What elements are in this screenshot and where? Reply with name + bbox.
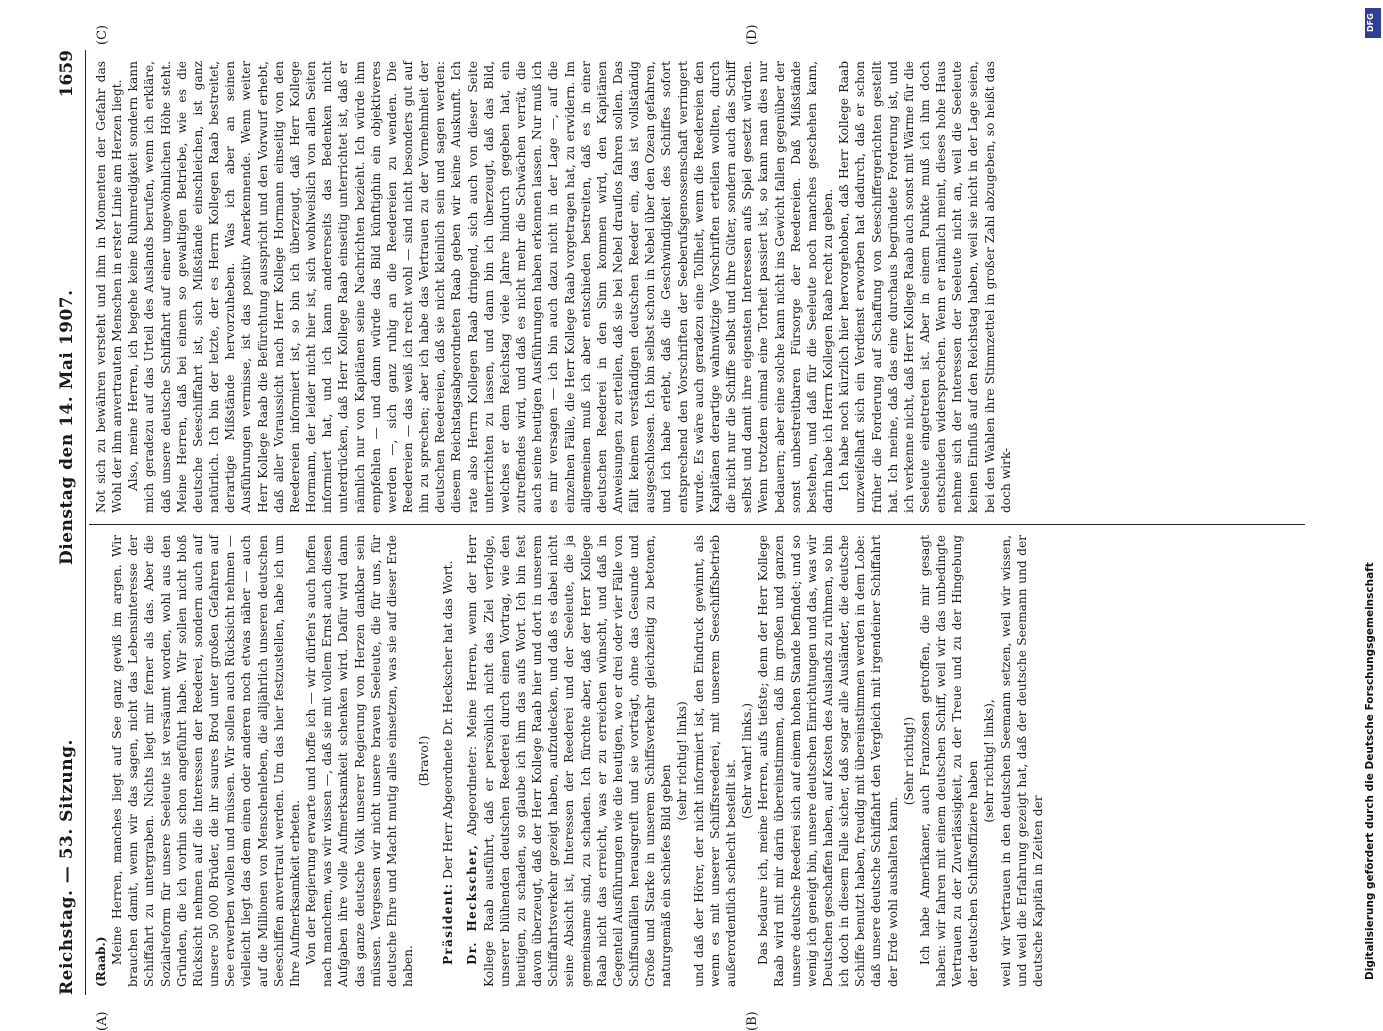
paragraph: und daß der Hörer, der nicht informiert ist, den Eindruck gewinnt, als wenn es mit unserer Schiffsreederei, mit unserem Seeschiffsbetrieb außerordentlich schlecht bestellt ist. (691, 535, 738, 987)
column-divider (89, 524, 1305, 525)
margin-marker-a: (A) (95, 1011, 110, 1031)
president-text: Der Herr Abgeordnete Dr. Heckscher hat das Wort. (441, 560, 456, 879)
paragraph: Von der Regierung erwarte und hoffe ich — wir dürfen's auch hoffen nach manchem, was wir wissen —, daß sie mit vollem Ernst auch diesen Aufgaben ihre volle Aufmerksamkeit schenken wird. Dafür wird dann das ganze deutsche Volk unserer Regierung von Herzen dankbar sein müssen. Vergessen wir nicht unsere braven Seeleute, die für uns, für deutsche Ehre und Macht mutig alles einsetzen, was sie auf dieser Erde haben. (304, 535, 415, 987)
paragraph: weil wir Vertrauen in den deutschen Seemann setzen, weil wir wissen, und weil die Erfahrung gezeigt hat, daß der deutsche Seemann und der deutsche Kapitän in Zeiten der (998, 535, 1045, 987)
margin-marker-d: (D) (745, 24, 760, 45)
interjection: (sehr richtig! links), (982, 699, 997, 823)
interjection: (Sehr wahr! links.) (740, 703, 755, 819)
speaker-name: Dr. Heckscher, (465, 843, 480, 965)
document-page (55, 24, 1305, 1031)
interjection: (sehr richtig! links) (675, 701, 690, 821)
speech-text: Abgeordneter: Meine Herren, wenn der Herr Kollege Raab ausführt, daß er persönlich nicht das Ziel verfolge, unserer blühenden deutschen Reederei durch einen Vortrag, wie den heutigen, zu schaden, so glaube ich ihm das aufs Wort. Ich bin fest davon überzeugt, daß der Herr Kollege Raab hier und dort in unserem Schiffahrtsverkehr gezeigt haben, aufzudecken, und daß es dabei nicht seine Absicht ist, Interessen der Reederei und der Seeleute, die ja gemeinsame sind, zu schaden. Ich fürchte aber, daß der Herr Kollege Raab nicht das erreicht, was er zu erreichen wünscht, und daß in Gegenteil Ausführungen wie die heutigen, wo er drei oder vier Fälle von Schiffsunfällen herausgreift und sie vorträgt, ohne das Gesunde und Große und Starke in unserem Schiffsverkehr gleichzeitig zu betonen, naturgemäß ein schiefes Bild geben (465, 535, 674, 987)
margin-marker-b: (B) (745, 1011, 760, 1031)
paragraph: Not sich zu bewähren versteht und ihm in Momenten der Gefahr das Wohl der ihm anvertrauten Menschen in erster Linie am Herzen liegt. (94, 61, 125, 513)
page-header (55, 50, 81, 995)
dfg-logo-icon: DFG (1365, 8, 1381, 38)
president-label: Präsident: (441, 882, 456, 965)
left-column (93, 535, 1046, 987)
interjection: (Sehr richtig!) (901, 716, 916, 806)
interjection: (Bravo!) (417, 735, 432, 787)
paragraph: Meine Herren, manches liegt auf See ganz gewiß im argen. Wir brauchen damit, wenn wir das sagen, nicht das Lebensinteresse der Schiffahrt zu untergraben. Nichts liegt mir ferner als das. Aber die Sozialreform für unsere Seeleute ist versäumt worden, wohl aus den Gründen, die ich vorhin schon angeführt habe. Wir sollen nicht bloß Rücksicht nehmen auf die Interessen der Reederei, sondern auch auf unsere 50 000 Brüder, die ihr saures Brod unter großen Gefahren auf See erwerben wollen und müssen. Wir sollen auch Rücksicht nehmen — vielleicht liegt das dem einen oder anderen noch etwas näher — auch auf die Millionen von Menschenleben, die alljährlich unseren deutschen Seeschiffen anvertraut werden. Um das hier festzustellen, habe ich um Ihre Aufmerksamkeit erbeten. (110, 535, 302, 987)
paragraph: Ich habe Amerikaner, auch Franzosen getroffen, die mir gesagt haben: wir fahren mit einem deutschen Schiff, weil wir das unbedingte Vertrauen zu der Zuverlässigkeit, zu der Treue und zu der Hingebung der deutschen Schiffsoffiziere haben (917, 535, 981, 987)
speaker-tag: (Raab.) (94, 936, 108, 987)
margin-marker-c: (C) (95, 24, 110, 45)
president-paragraph (440, 535, 456, 987)
page-number: 1659 (57, 50, 77, 98)
paragraph: Also, meine Herren, ich begehe keine Ruhmredigkeit sondern kann mich geradezu auf das Urteil des Auslands berufen, wenn ich erkläre, daß unsere deutsche Schiffahrt auf einer ungewöhnlichen Höhe steht. Meine Herren, daß bei einem so gewaltigen Betriebe, wie es die deutsche Seeschiffahrt ist, sich Mißstände einschleichen, ist ganz natürlich. Ich bin der letzte, der es Herrn Kollegen Raab bestreitet, derartige Mißstände hervorzuheben. Was ich aber an seinen Ausführungen vermisse, ist das positiv Anerkennende. Wenn weiter Herr Kollege Raab die Befürchtung ausspricht und den Vorwurf erhebt, daß aller Voraussicht nach Herr Kollege Hormann einseitig von den Reedereien informiert ist, so bin ich überzeugt, daß Herr Kollege Hormann, der leider nicht hier ist, sich wohlweislich von allen Seiten informiert hat, und ich kann andererseits das Bedenken nicht unterdrücken, daß Herr Kollege Raab einseitig unterrichtet ist, daß er nämlich nur von Kapitänen seine Nachrichten bezieht. Ich würde ihm empfehlen — und dann würde das Bild künftighin ein objektiveres werden —, sich ganz ruhig an die Reedereien zu wenden. Die Reedereien — das weiß ich recht wohl — sind nicht besonders gut auf ihn zu sprechen; aber ich habe das Vertrauen zu der Vornehmheit der deutschen Reedereien, daß sie nicht kleinlich sein und sagen werden: diesem Reichstagsabgeordneten Raab geben wir keine Auskunft. Ich rate also Herrn Kollegen Raab dringend, sich auch von dieser Seite unterrichten zu lassen, und dann bin ich überzeugt, daß das Bild, welches er dem Reichstag viele Jahre hindurch gegeben hat, ein zutreffendes wird, und daß es nicht mehr die Schwächen verrät, die auch seine heutigen Ausführungen haben erkennen lassen. Nur muß ich es mir versagen — ich bin auch dazu nicht in der Lage —, auf die einzelnen Fälle, die Herr Kollege Raab vorgetragen hat, zu erwidern. Im allgemeinen muß ich aber entschieden bestreiten, daß es in einer deutschen Reederei in den Sinn kommen wird, den Kapitänen Anweisungen zu erteilen, daß sie bei Nebel drauflos fahren sollen. Das fällt keinem verständigen deutschen Reeder ein, das ist vollständig ausgeschlossen. Ich bin selbst schon in Nebel über den Ozean gefahren, und ich habe erlebt, daß die Geschwindigkeit des Schiffes sofort entsprechend den Vorschriften der Seeberufsgenossenschaft verringert wurde. Es wäre auch geradezu eine Tollheit, wenn die Reedereien den Kapitänen derartige wahnwitzige Vorschriften erteilen wollten, durch die nicht nur die Schiffe selbst und ihre Güter, sondern auch das Schiff selbst und damit ihre eigensten Interessen aufs Spiel gesetzt würden. Wenn trotzdem einmal eine Torheit passiert ist, so kann man dies nur bedauern; aber eine solche kann nicht ins Gewicht fallen gegenüber der sonst unbestreitbaren Fürsorge der Reedereien. Daß Mißstände bestehen, und daß für die Seeleute noch manches geschehen kann, darin habe ich Herrn Kollegen Raab recht zu geben. (126, 61, 836, 513)
header-date: Dienstag den 14. Mai 1907. (57, 289, 77, 565)
right-column (93, 61, 1014, 513)
digitization-credit (1364, 20, 1380, 980)
header-rule (85, 50, 86, 995)
paragraph: Das bedaure ich, meine Herren, aufs tiefste; denn der Herr Kollege Raab wird mit mir darin übereinstimmen, daß im großen und ganzen unsere deutsche Reederei sich auf einem hohen Stande befindet; und so wenig ich geneigt bin, unsere deutschen Einrichtungen und das, was wir Deutschen geschaffen haben, auf Kosten des Auslands zu rühmen, so bin ich doch in diesem Falle sicher, daß sogar alle Ausländer, die deutsche Schiffe benutzt haben, freudig mit übereinstimmen werden in dem Lobe: daß unsere deutsche Schiffahrt den Vergleich mit irgendeiner Schiffahrt der Erde wohl aushalten kann. (756, 535, 900, 987)
header-left: Reichstag. — 53. Sitzung. (57, 739, 77, 995)
paragraph: Ich habe noch kürzlich hier hervorgehoben, daß Herr Kollege Raab unzweifelhaft sich ein Verdienst erworben hat dadurch, daß er schon früher die Forderung auf Schaffung von Seeschiffergerichten gestellt hat. Ich meine, daß das eine durchaus begründete Forderung ist, und ich verkenne nicht, daß Herr Kollege Raab auch sonst mit Wärme für die Seeleute eingetreten ist. Aber in einem Punkte muß ich ihm doch entschieden widersprechen. Wenn er nämlich meint, dieses hohe Haus nehme sich der Interessen der Seeleute nicht an, weil die Seeleute keinen Einfluß auf den Reichstag haben, weil sie nicht in der Lage seien, bei den Wahlen ihre Stimmzettel in großer Zahl abzugeben, so heißt das doch wirk- (837, 61, 1013, 513)
speech-paragraph (464, 535, 674, 987)
credit-text: Digitalisierung gefördert durch die Deutsche Forschungsgemeinschaft (1364, 562, 1376, 980)
